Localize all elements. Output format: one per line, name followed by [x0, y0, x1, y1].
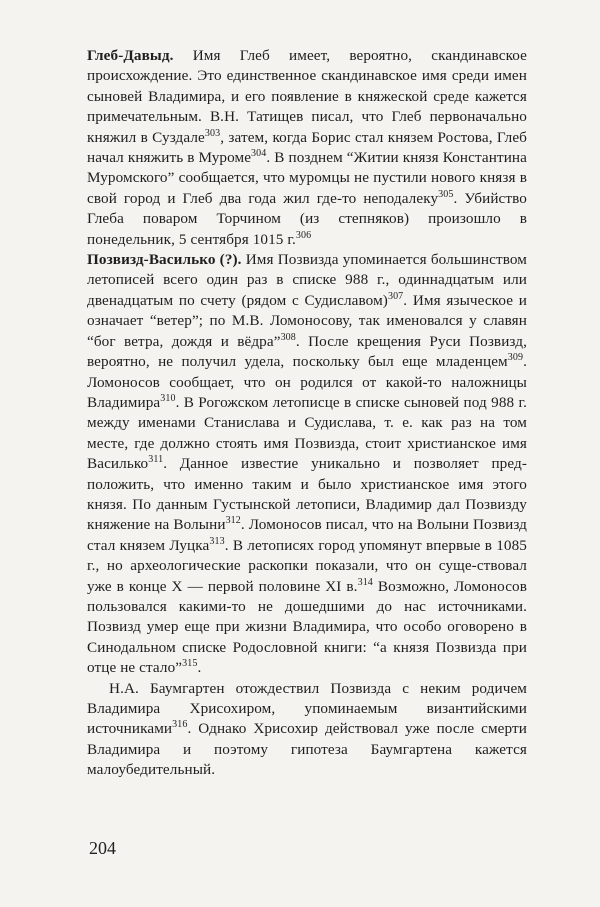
- text-run: . После крещения Руси Позвизд, вероятно, не получил удела, поскольку был еще младенцем: [87, 332, 527, 371]
- text-run: . В летописях город упомянут впервые в 1085 г., но археологические раскопки показали, что он суще-ствовал уже в конце X — первой половине XI в.: [87, 536, 527, 595]
- body-text: [87, 46, 527, 781]
- text-run: .: [197, 659, 202, 677]
- footnote-ref: 314: [357, 576, 373, 588]
- footnote-ref: 308: [280, 331, 296, 343]
- text-run: . Данное известие уникально и позволяет пред- положить, что именно таким и было христианское имя этого князя. По данным Густынской летописи, Владимир дал Позвизду княжение на Волыни: [87, 455, 527, 534]
- text-run: , затем, когда Борис стал князем Ростова, Глеб начал княжить в Муроме: [87, 128, 527, 167]
- footnote-ref: 304: [251, 148, 267, 160]
- text-run: Н.А. Баумгартен отождествил Позвизда с неким родичем Владимира Хрисохиром, упоминаемым византийскими источниками: [87, 679, 527, 738]
- paragraph: [87, 679, 527, 781]
- footnote-ref: 310: [160, 392, 176, 404]
- footnote-ref: 303: [204, 127, 221, 139]
- section-heading: Глеб-Давыд.: [87, 47, 174, 64]
- paragraph: [87, 46, 527, 250]
- text-run: . Убийство Глеба поваром Торчином (из степняков) произошло в понедельник, 5 сентября 1015 г.: [87, 189, 527, 248]
- text-run: . В позднем “Житии князя Константина Муромского” сообщается, что муромцы не пустили нового князя в свой город и Глеб два года жил где-то неподалеку: [87, 149, 527, 207]
- text-run: . Ломоносов писал, что на Волыни Позвизд стал князем Луцка: [87, 516, 527, 554]
- footnote-ref: 311: [148, 454, 164, 466]
- footnote-ref: 305: [438, 188, 454, 200]
- footnote-ref: 307: [387, 290, 404, 302]
- footnote-ref: 309: [507, 352, 524, 364]
- text-run: Имя Глеб имеет, вероятно, скандинавское происхождение. Это единственное скандинавское имя среди имен сыновей Владимира, и его появление в княжеской среде кажется примечательным. В.Н. Татищев писал, что Глеб первоначально княжил в Суздале: [87, 47, 527, 146]
- text-run: . Имя языческое и означает “ветер”; по М.В. Ломоносову, так именовался у славян “бог ветра, дождя и вёдра”: [87, 291, 527, 350]
- section-heading: Позвизд-Василько (?).: [87, 251, 242, 269]
- paragraph: [87, 250, 527, 679]
- text-run: . В Рогожском летописце в списке сыновей под 988 г. между именами Станислава и Судислава, т. е. как раз на том месте, где должно стоять имя Позвизда, стоит христианское имя Василько: [87, 393, 527, 473]
- footnote-ref: 316: [172, 719, 188, 731]
- text-run: . Однако Хрисохир действовал уже после смерти Владимира и поэтому гипотеза Баумгартена кажется малоубедительный.: [87, 720, 527, 779]
- text-run: . Ломоносов сообщает, что он родился от какой-то наложницы Владимира: [87, 353, 527, 411]
- footnote-ref: 315: [182, 658, 198, 670]
- footnote-ref: 313: [209, 535, 225, 547]
- text-run: Имя Позвизда упоминается большинством летописей всего один раз в списке 988 г., одиннадцатым или двенадцатым по счету (рядом с Судиславом): [87, 251, 527, 309]
- footnote-ref: 312: [225, 515, 241, 527]
- text-run: Возможно, Ломоносов пользовался какими-то не дошедшими до нас источниками. Позвизд умер еще при жизни Владимира, что особо оговорено в Синодальном списке Родословной книги: “а князя Позвизда при отце не стало”: [87, 577, 527, 677]
- footnote-ref: 306: [295, 229, 312, 241]
- page-number: 204: [89, 838, 116, 858]
